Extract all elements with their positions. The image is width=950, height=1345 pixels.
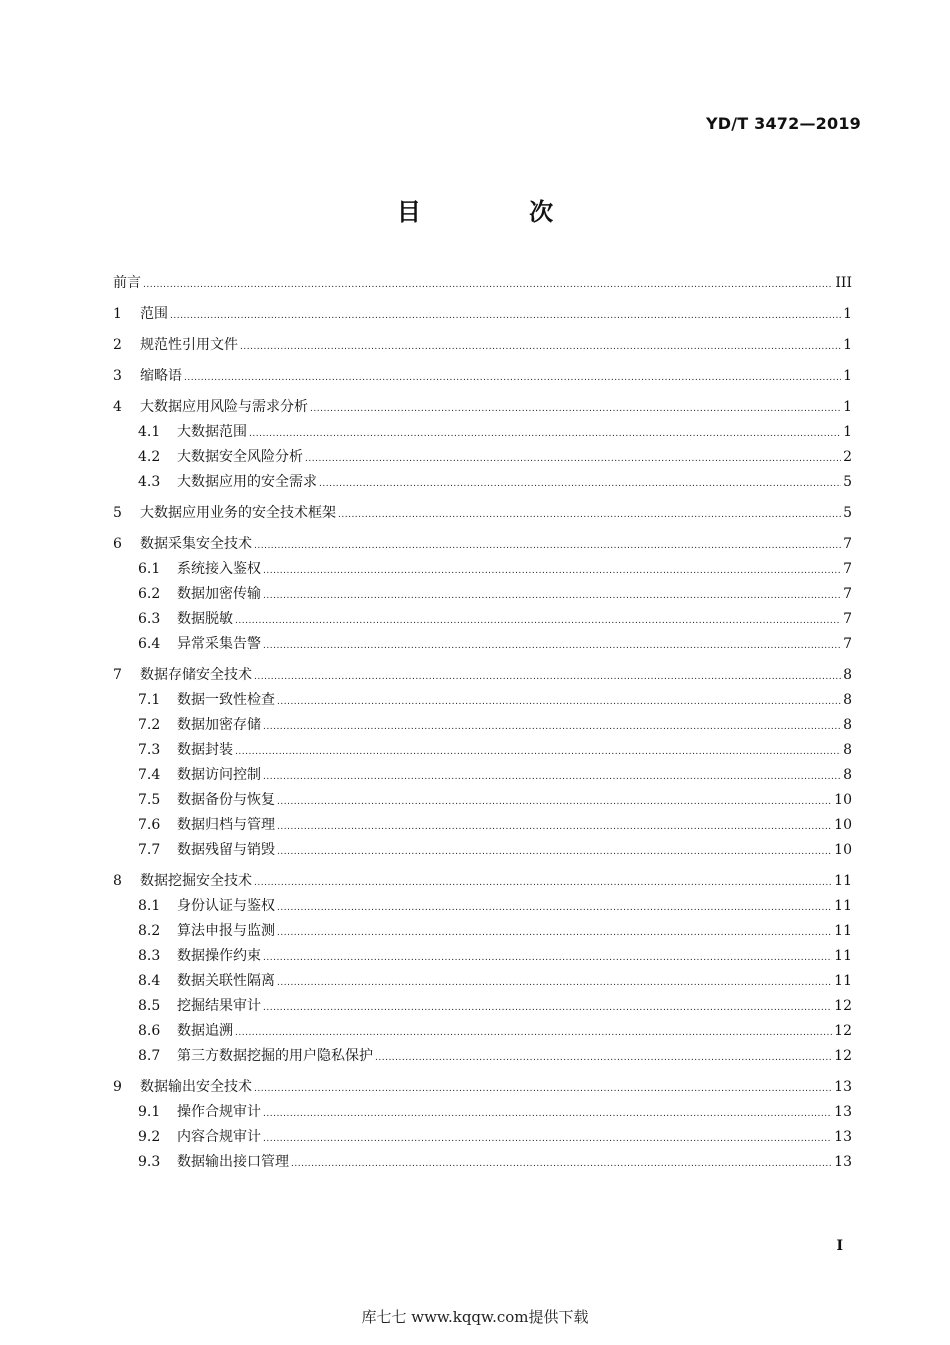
toc-entry-page: 8	[843, 667, 852, 683]
toc-entry-title: 大数据应用风险与需求分析	[140, 399, 308, 415]
toc-entry-title: 数据关联性隔离	[177, 973, 275, 989]
toc-entry-number: 6.2	[138, 586, 161, 602]
toc-entry-title: 数据脱敏	[177, 611, 233, 627]
toc-subentry[interactable]	[113, 1100, 852, 1125]
dot-leader	[277, 838, 832, 863]
toc-entry[interactable]	[113, 869, 852, 894]
toc-entry-number: 7.4	[138, 767, 161, 783]
toc-entry-title: 范围	[140, 306, 168, 322]
toc-subentry[interactable]	[113, 582, 852, 607]
toc-subentry[interactable]	[113, 1044, 852, 1069]
toc-entry-number: 7.7	[138, 842, 161, 858]
toc-entry-page: 12	[834, 1048, 852, 1064]
standard-code: YD/T 3472—2019	[705, 114, 861, 133]
toc-entry-page: III	[835, 275, 852, 291]
toc-entry-title: 数据加密存储	[177, 717, 261, 733]
dot-leader	[143, 271, 833, 296]
toc-entry-number: 4.3	[138, 474, 161, 490]
toc-entry-page: 8	[843, 742, 852, 758]
toc-subentry[interactable]	[113, 838, 852, 863]
dot-leader	[170, 302, 841, 327]
download-watermark: 库七七 www.kqqw.com提供下载	[361, 1308, 589, 1326]
toc-entry-title: 大数据安全风险分析	[177, 449, 303, 465]
dot-leader	[235, 738, 841, 763]
toc-entry[interactable]	[113, 395, 852, 420]
toc-entry-title: 第三方数据挖掘的用户隐私保护	[177, 1048, 373, 1064]
toc-entry-number: 7.1	[138, 692, 161, 708]
toc-entry-title: 数据输出接口管理	[177, 1154, 289, 1170]
toc-entry[interactable]	[113, 501, 852, 526]
toc-subentry[interactable]	[113, 894, 852, 919]
toc-entry-number: 9	[113, 1079, 122, 1095]
toc-entry-page: 13	[834, 1104, 852, 1120]
dot-leader	[291, 1150, 832, 1175]
toc-entry-number: 1	[113, 306, 122, 322]
dot-leader	[249, 420, 841, 445]
toc-entry-number: 7.3	[138, 742, 161, 758]
toc-entry-title: 内容合规审计	[177, 1129, 261, 1145]
dot-leader	[254, 663, 841, 688]
toc-entry-number: 8.6	[138, 1023, 161, 1039]
toc-entry-number: 6.4	[138, 636, 161, 652]
toc-entry-title: 操作合规审计	[177, 1104, 261, 1120]
dot-leader	[263, 582, 841, 607]
toc-entry-title: 数据存储安全技术	[140, 667, 252, 683]
toc-subentry[interactable]	[113, 632, 852, 657]
toc-entry-number: 8.2	[138, 923, 161, 939]
toc-entry-number: 6	[113, 536, 122, 552]
toc-entry-page: 5	[843, 505, 852, 521]
toc-entry-title: 数据备份与恢复	[177, 792, 275, 808]
toc-entry-number: 4.2	[138, 449, 161, 465]
dot-leader	[375, 1044, 832, 1069]
toc-entry-title: 数据操作约束	[177, 948, 261, 964]
toc-entry[interactable]	[113, 333, 852, 358]
dot-leader	[263, 557, 841, 582]
toc-entry-number: 7.6	[138, 817, 161, 833]
toc-entry[interactable]	[113, 271, 852, 296]
dot-leader	[277, 969, 832, 994]
toc-entry-title: 数据归档与管理	[177, 817, 275, 833]
dot-leader	[277, 688, 841, 713]
toc-entry-number: 8.4	[138, 973, 161, 989]
toc-entry-title: 规范性引用文件	[140, 337, 238, 353]
toc-subentry[interactable]	[113, 788, 852, 813]
dot-leader	[184, 364, 841, 389]
toc-entry-title: 大数据应用的安全需求	[177, 474, 317, 490]
toc-subentry[interactable]	[113, 763, 852, 788]
toc-entry-title: 系统接入鉴权	[177, 561, 261, 577]
dot-leader	[263, 1100, 832, 1125]
toc-entry-number: 8	[113, 873, 122, 889]
table-of-contents	[113, 271, 852, 1175]
toc-entry-page: 10	[834, 792, 852, 808]
toc-entry-number: 7.5	[138, 792, 161, 808]
toc-entry-number: 5	[113, 505, 122, 521]
toc-entry-page: 11	[834, 898, 852, 914]
toc-entry-page: 1	[843, 424, 852, 440]
toc-subentry[interactable]	[113, 1150, 852, 1175]
dot-leader	[310, 395, 841, 420]
toc-entry-title: 数据一致性检查	[177, 692, 275, 708]
toc-subentry[interactable]	[113, 688, 852, 713]
toc-entry-number: 9.1	[138, 1104, 161, 1120]
toc-entry-title: 大数据应用业务的安全技术框架	[140, 505, 336, 521]
toc-entry-page: 12	[834, 1023, 852, 1039]
toc-entry-number: 4	[113, 399, 122, 415]
toc-entry-title: 身份认证与鉴权	[177, 898, 275, 914]
toc-entry-title: 数据输出安全技术	[140, 1079, 252, 1095]
toc-entry[interactable]	[113, 364, 852, 389]
dot-leader	[263, 1125, 832, 1150]
toc-entry-page: 7	[843, 536, 852, 552]
toc-subentry[interactable]	[113, 994, 852, 1019]
dot-leader	[263, 994, 832, 1019]
toc-entry[interactable]	[113, 663, 852, 688]
toc-entry-page: 8	[843, 717, 852, 733]
dot-leader	[319, 470, 841, 495]
dot-leader	[277, 788, 832, 813]
toc-entry-number: 6.1	[138, 561, 161, 577]
toc-entry[interactable]	[113, 302, 852, 327]
dot-leader	[263, 944, 832, 969]
toc-entry-page: 11	[834, 923, 852, 939]
toc-entry-page: 13	[834, 1154, 852, 1170]
toc-entry-number: 6.3	[138, 611, 161, 627]
dot-leader	[277, 813, 832, 838]
toc-entry-number: 2	[113, 337, 122, 353]
toc-entry-page: 13	[834, 1079, 852, 1095]
toc-entry-page: 7	[843, 586, 852, 602]
toc-entry-number: 3	[113, 368, 122, 384]
toc-entry-page: 1	[843, 399, 852, 415]
toc-entry-number: 8.1	[138, 898, 161, 914]
toc-entry-page: 11	[834, 973, 852, 989]
toc-entry-title: 异常采集告警	[177, 636, 261, 652]
dot-leader	[254, 532, 841, 557]
toc-entry[interactable]	[113, 532, 852, 557]
toc-subentry[interactable]	[113, 713, 852, 738]
toc-entry-number: 8.3	[138, 948, 161, 964]
toc-entry-number: 8.7	[138, 1048, 161, 1064]
toc-subentry[interactable]	[113, 607, 852, 632]
dot-leader	[277, 894, 832, 919]
toc-entry-title: 数据封装	[177, 742, 233, 758]
toc-subentry[interactable]	[113, 969, 852, 994]
toc-subentry[interactable]	[113, 420, 852, 445]
toc-entry-page: 7	[843, 636, 852, 652]
toc-entry-page: 1	[843, 337, 852, 353]
toc-entry-title: 数据采集安全技术	[140, 536, 252, 552]
dot-leader	[263, 632, 841, 657]
dot-leader	[305, 445, 841, 470]
toc-entry-title: 挖掘结果审计	[177, 998, 261, 1014]
toc-entry-page: 12	[834, 998, 852, 1014]
toc-entry-title: 数据加密传输	[177, 586, 261, 602]
toc-entry-page: 10	[834, 842, 852, 858]
toc-entry-title: 前言	[113, 275, 141, 291]
page-title: 目 次	[396, 198, 604, 226]
toc-subentry[interactable]	[113, 813, 852, 838]
toc-entry-title: 数据残留与销毁	[177, 842, 275, 858]
toc-entry-page: 10	[834, 817, 852, 833]
toc-entry-page: 1	[843, 306, 852, 322]
toc-subentry[interactable]	[113, 738, 852, 763]
toc-entry-number: 8.5	[138, 998, 161, 1014]
toc-entry-page: 8	[843, 692, 852, 708]
dot-leader	[263, 713, 841, 738]
toc-entry-page: 13	[834, 1129, 852, 1145]
toc-entry-number: 7.2	[138, 717, 161, 733]
toc-entry-title: 缩略语	[140, 368, 182, 384]
dot-leader	[338, 501, 841, 526]
toc-subentry[interactable]	[113, 445, 852, 470]
toc-subentry[interactable]	[113, 919, 852, 944]
toc-entry-number: 9.2	[138, 1129, 161, 1145]
toc-entry-title: 算法申报与监测	[177, 923, 275, 939]
toc-entry-page: 11	[834, 873, 852, 889]
toc-subentry[interactable]	[113, 1019, 852, 1044]
toc-entry-number: 9.3	[138, 1154, 161, 1170]
dot-leader	[240, 333, 841, 358]
toc-entry-page: 7	[843, 561, 852, 577]
toc-entry-title: 大数据范围	[177, 424, 247, 440]
toc-subentry[interactable]	[113, 557, 852, 582]
toc-entry-number: 7	[113, 667, 122, 683]
toc-entry-title: 数据挖掘安全技术	[140, 873, 252, 889]
dot-leader	[263, 763, 841, 788]
toc-entry[interactable]	[113, 1075, 852, 1100]
toc-entry-number: 4.1	[138, 424, 161, 440]
toc-entry-page: 5	[843, 474, 852, 490]
toc-subentry[interactable]	[113, 944, 852, 969]
toc-entry-page: 1	[843, 368, 852, 384]
toc-entry-page: 2	[843, 449, 852, 465]
toc-entry-page: 7	[843, 611, 852, 627]
toc-subentry[interactable]	[113, 470, 852, 495]
toc-subentry[interactable]	[113, 1125, 852, 1150]
toc-entry-page: 8	[843, 767, 852, 783]
dot-leader	[235, 1019, 832, 1044]
page-number: I	[836, 1238, 843, 1254]
toc-entry-title: 数据追溯	[177, 1023, 233, 1039]
dot-leader	[235, 607, 841, 632]
dot-leader	[254, 869, 832, 894]
dot-leader	[254, 1075, 832, 1100]
dot-leader	[277, 919, 832, 944]
toc-entry-title: 数据访问控制	[177, 767, 261, 783]
toc-entry-page: 11	[834, 948, 852, 964]
